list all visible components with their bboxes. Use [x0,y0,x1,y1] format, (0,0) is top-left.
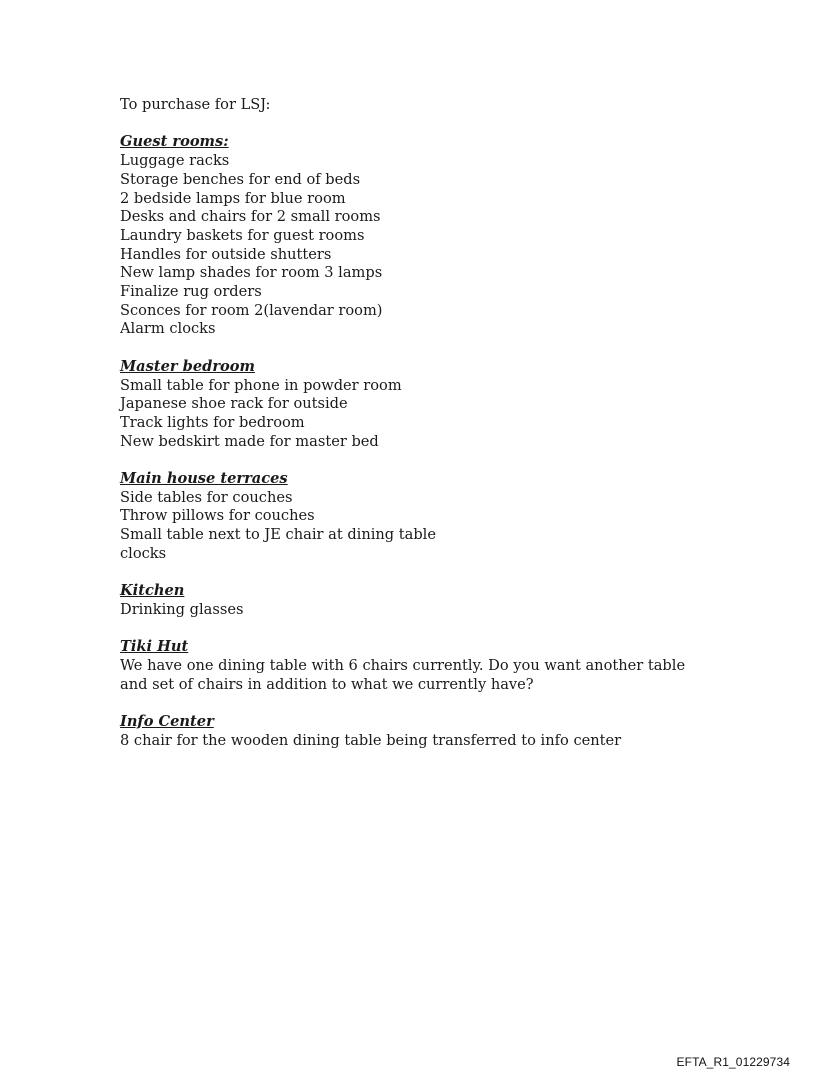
section-info-center [120,713,720,750]
section-kitchen [120,582,720,619]
document-intro: To purchase for LSJ: [120,96,271,113]
list-item: Track lights for bedroom [120,413,305,431]
list-item: Drinking glasses [120,600,244,618]
list-item: Desks and chairs for 2 small rooms [120,208,381,226]
list-item: Handles for outside shutters [120,245,332,263]
list-item: Luggage racks [120,152,230,170]
list-item: Alarm clocks [120,320,216,338]
list-item: Storage benches for end of beds [120,170,361,188]
list-item: New lamp shades for room 3 lamps [120,264,383,282]
section-heading-info-center: Info Center [120,713,214,731]
list-item: New bedskirt made for master bed [120,432,379,450]
list-item: Sconces for room 2(lavendar room) [120,301,383,319]
list-item: Laundry baskets for guest rooms [120,226,365,244]
list-item: Throw pillows for couches [120,507,315,525]
document-id-stamp: EFTA_R1_01229734 [676,1055,790,1069]
section-guest-rooms [120,133,720,339]
section-tiki-hut [120,638,720,694]
section-master-bedroom [120,358,720,452]
list-item: Small table next to JE chair at dining table [120,526,436,544]
section-main-house-terraces [120,470,720,564]
section-heading-main-house-terraces: Main house terraces [120,470,288,488]
list-item: Small table for phone in powder room [120,376,402,394]
list-item: We have one dining table with 6 chairs currently. Do you want another table and set of chairs in addition to what we currently have? [120,657,686,693]
section-heading-guest-rooms: Guest rooms: [120,133,229,151]
list-item: 8 chair for the wooden dining table being transferred to info center [120,731,622,749]
list-item: 2 bedside lamps for blue room [120,189,346,207]
document-page [120,96,720,769]
list-item: clocks [120,544,167,562]
list-item: Side tables for couches [120,488,293,506]
list-item: Japanese shoe rack for outside [120,395,348,413]
section-heading-kitchen: Kitchen [120,582,185,600]
list-item: Finalize rug orders [120,283,262,301]
section-heading-master-bedroom: Master bedroom [120,357,255,375]
section-heading-tiki-hut: Tiki Hut [120,638,189,656]
